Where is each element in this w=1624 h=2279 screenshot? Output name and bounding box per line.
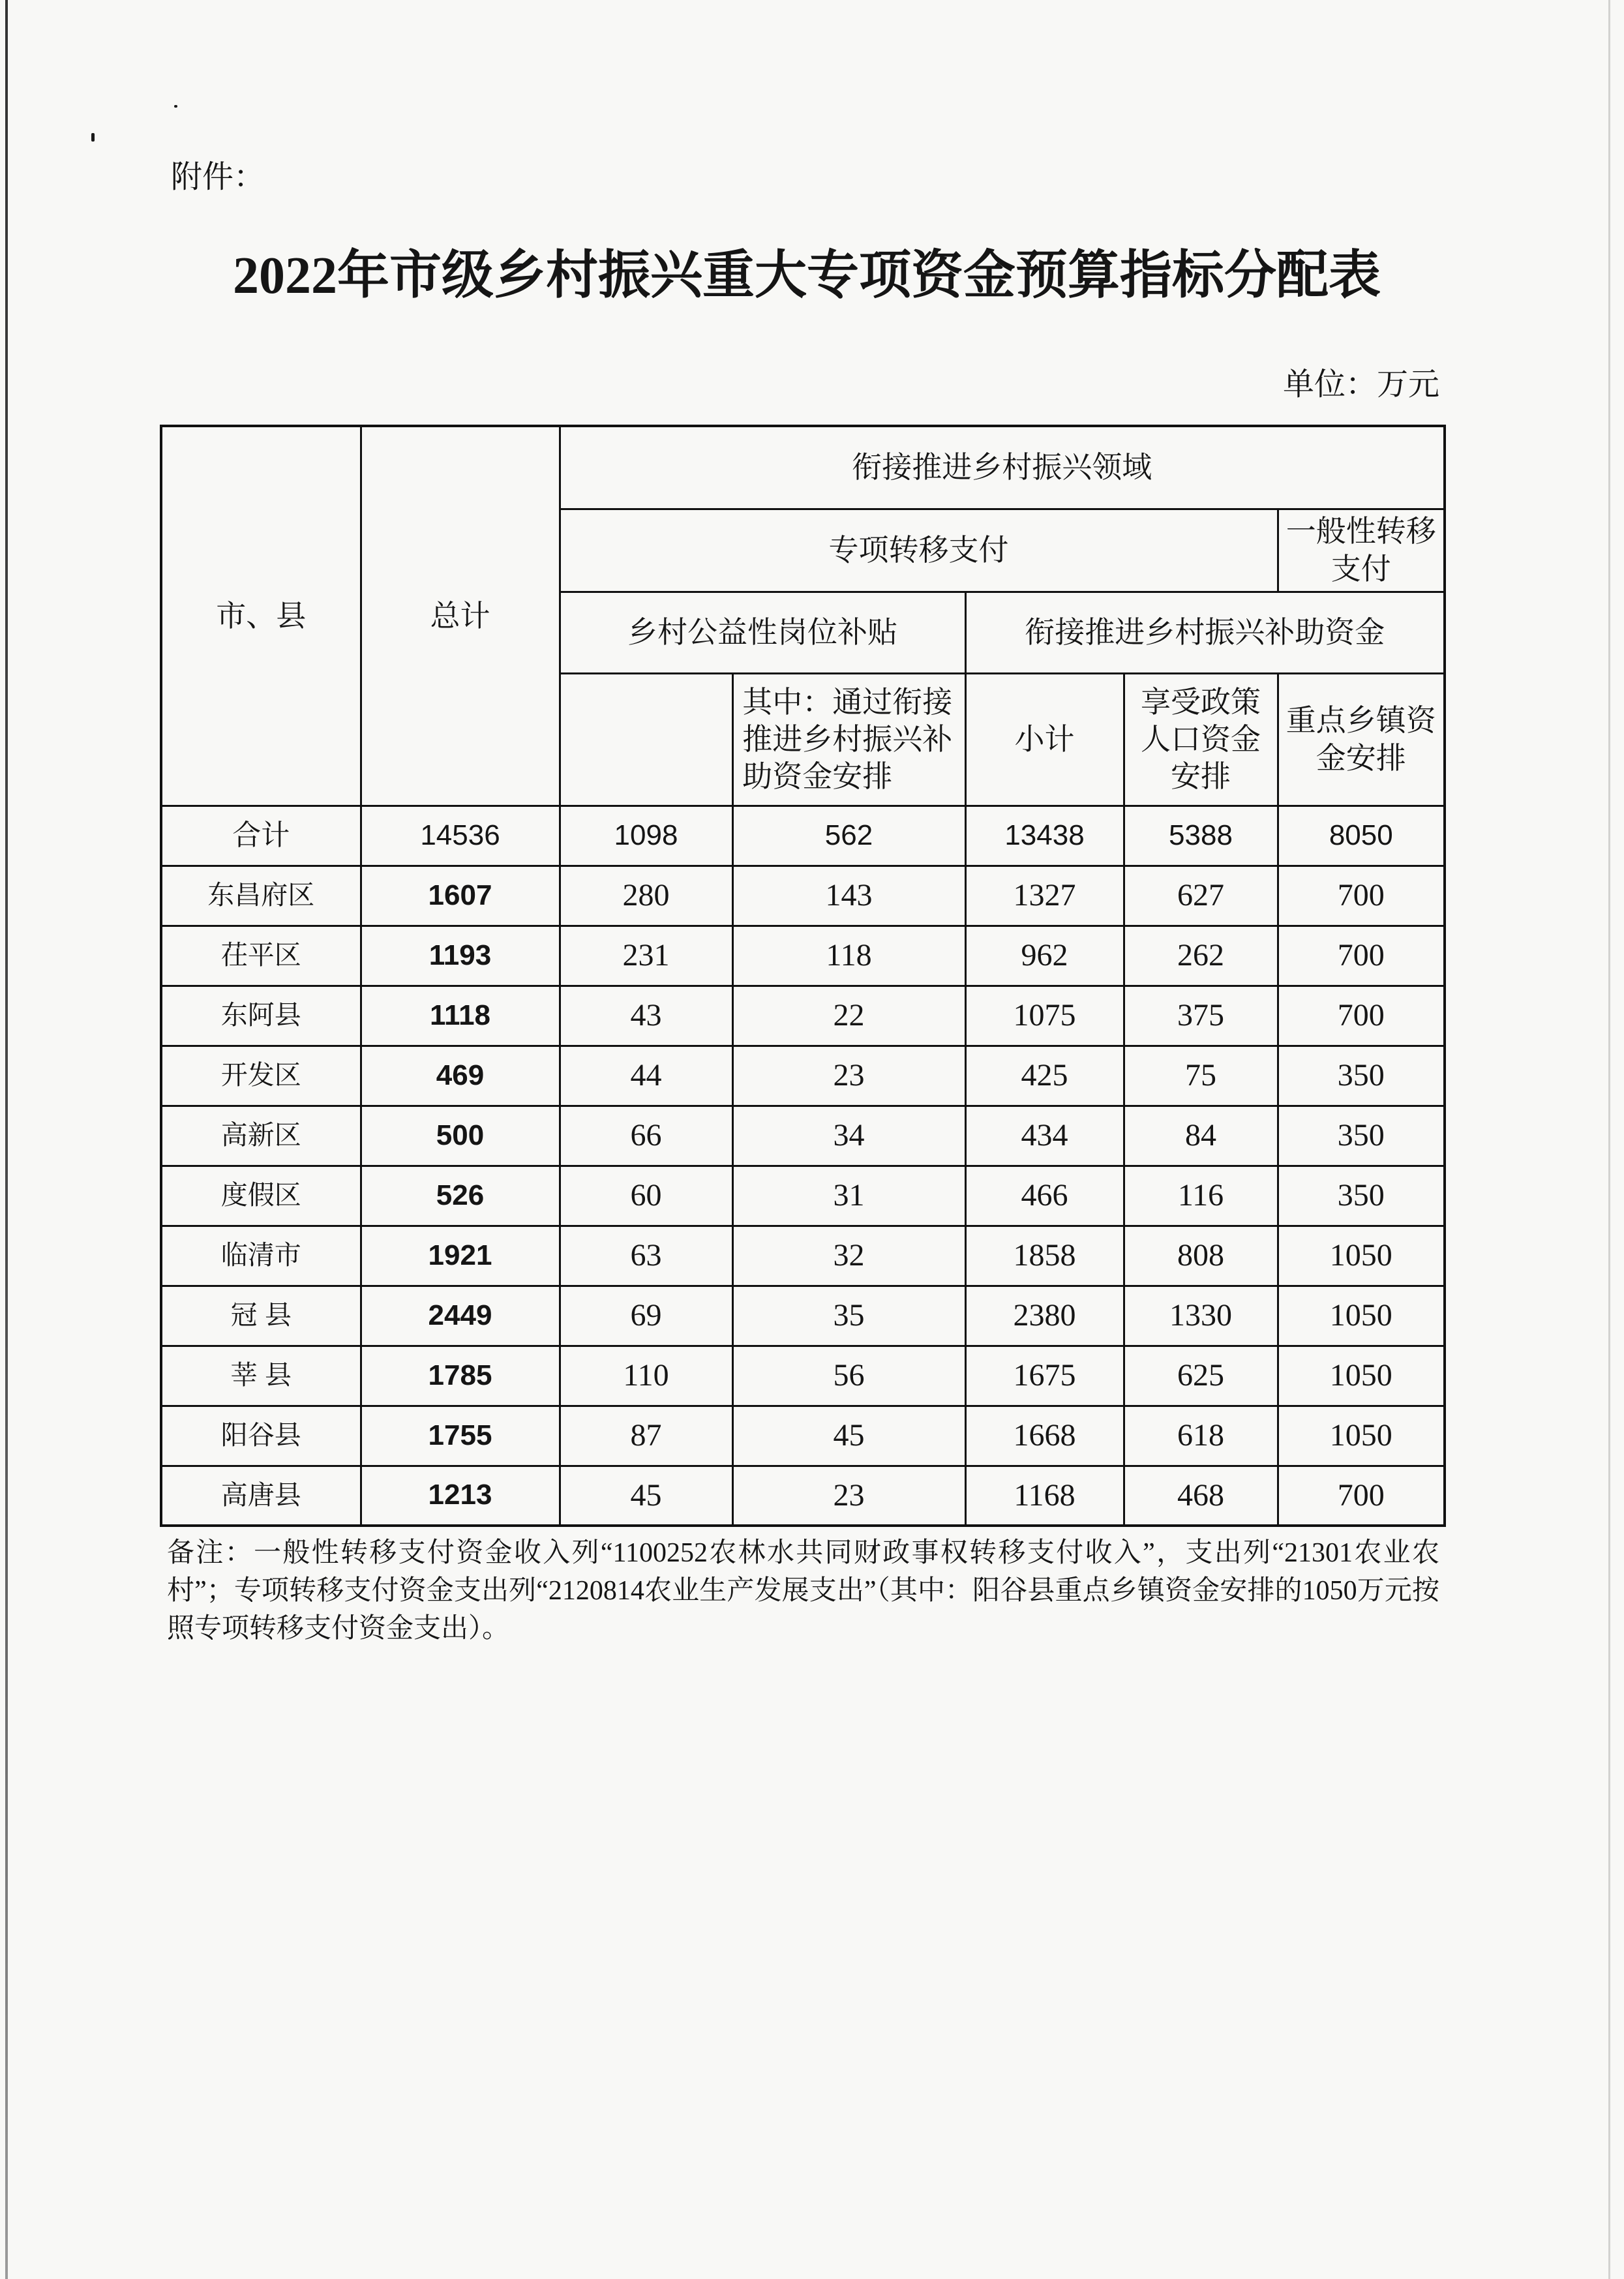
cell-key-towns-fund: 350 xyxy=(1278,1166,1445,1226)
table-row xyxy=(161,1166,1445,1226)
cell-total: 526 xyxy=(361,1166,560,1226)
header-via-revitalization-fund xyxy=(732,673,965,806)
cell-subtotal: 434 xyxy=(965,1106,1124,1166)
cell-public-welfare-subsidy: 231 xyxy=(560,926,732,986)
cell-policy-population-fund: 468 xyxy=(1124,1466,1278,1526)
cell-key-towns-fund: 700 xyxy=(1278,1466,1445,1526)
cell-via-revitalization-fund: 34 xyxy=(732,1106,965,1166)
cell-key-towns-fund: 1050 xyxy=(1278,1406,1445,1466)
cell-key-towns-fund: 1050 xyxy=(1278,1346,1445,1406)
header-general-transfer-text: 一般性转移支付 xyxy=(1286,514,1436,586)
cell-via-revitalization-fund: 562 xyxy=(732,806,965,866)
cell-key-towns-fund: 350 xyxy=(1278,1046,1445,1106)
cell-policy-population-fund: 75 xyxy=(1124,1046,1278,1106)
header-key-towns-fund-text: 重点乡镇资金安排 xyxy=(1286,703,1436,775)
cell-public-welfare-subsidy: 63 xyxy=(560,1226,732,1286)
cell-subtotal: 1168 xyxy=(965,1466,1124,1526)
cell-via-revitalization-fund: 23 xyxy=(732,1046,965,1106)
cell-public-welfare-subsidy: 44 xyxy=(560,1046,732,1106)
cell-key-towns-fund: 8050 xyxy=(1278,806,1445,866)
table-row xyxy=(161,1406,1445,1466)
header-special-transfer: 专项转移支付 xyxy=(560,509,1278,592)
cell-key-towns-fund: 700 xyxy=(1278,986,1445,1046)
header-revitalization-fund: 衔接推进乡村振兴补助资金 xyxy=(965,592,1445,673)
cell-region: 临清市 xyxy=(161,1226,361,1286)
cell-public-welfare-subsidy: 1098 xyxy=(560,806,732,866)
cell-total: 1213 xyxy=(361,1466,560,1526)
cell-region: 高新区 xyxy=(161,1106,361,1166)
table-row xyxy=(161,1226,1445,1286)
header-key-towns-fund xyxy=(1278,673,1445,806)
attachment-label: 附件： xyxy=(171,160,265,194)
cell-policy-population-fund: 1330 xyxy=(1124,1286,1278,1346)
header-via-revitalization-fund-text: 其中：通过衔接推进乡村振兴补助资金安排 xyxy=(742,684,953,794)
cell-via-revitalization-fund: 143 xyxy=(732,866,965,926)
cell-via-revitalization-fund: 118 xyxy=(732,926,965,986)
table-row xyxy=(161,1046,1445,1106)
cell-public-welfare-subsidy: 280 xyxy=(560,866,732,926)
scan-edge-left xyxy=(5,0,8,2279)
cell-policy-population-fund: 627 xyxy=(1124,866,1278,926)
cell-public-welfare-subsidy: 66 xyxy=(560,1106,732,1166)
cell-policy-population-fund: 262 xyxy=(1124,926,1278,986)
cell-region: 阳谷县 xyxy=(161,1406,361,1466)
cell-via-revitalization-fund: 31 xyxy=(732,1166,965,1226)
cell-policy-population-fund: 625 xyxy=(1124,1346,1278,1406)
cell-via-revitalization-fund: 32 xyxy=(732,1226,965,1286)
scan-speck xyxy=(91,133,95,142)
unit-label: 单位：万元 xyxy=(1282,367,1439,402)
table-row xyxy=(161,1106,1445,1166)
cell-subtotal: 1858 xyxy=(965,1226,1124,1286)
table-total-row xyxy=(161,806,1445,866)
cell-total: 1193 xyxy=(361,926,560,986)
table-row xyxy=(161,1286,1445,1346)
table-row xyxy=(161,1346,1445,1406)
cell-key-towns-fund: 700 xyxy=(1278,926,1445,986)
cell-subtotal: 1327 xyxy=(965,866,1124,926)
cell-region: 莘 县 xyxy=(161,1346,361,1406)
cell-key-towns-fund: 1050 xyxy=(1278,1226,1445,1286)
header-domain: 衔接推进乡村振兴领域 xyxy=(560,426,1445,509)
header-general-transfer xyxy=(1278,509,1445,592)
table-row xyxy=(161,1466,1445,1526)
cell-policy-population-fund: 5388 xyxy=(1124,806,1278,866)
cell-policy-population-fund: 618 xyxy=(1124,1406,1278,1466)
cell-region: 合计 xyxy=(161,806,361,866)
cell-key-towns-fund: 1050 xyxy=(1278,1286,1445,1346)
document-title: 2022年市级乡村振兴重大专项资金预算指标分配表 xyxy=(233,247,1381,305)
cell-policy-population-fund: 116 xyxy=(1124,1166,1278,1226)
header-policy-population-fund-text: 享受政策人口资金安排 xyxy=(1141,684,1261,794)
cell-via-revitalization-fund: 23 xyxy=(732,1466,965,1526)
footnote: 备注：一般性转移支付资金收入列“1100252农林水共同财政事权转移支付收入”，支出列“21301农业农村”；专项转移支付资金支出列“2120814农业生产发展支出”（其中：阳谷县重点乡镇资金安排的1050万元按照专项转移支付资金支出）。 xyxy=(167,1538,1439,1644)
cell-total: 500 xyxy=(361,1106,560,1166)
cell-public-welfare-subsidy: 69 xyxy=(560,1286,732,1346)
cell-subtotal: 962 xyxy=(965,926,1124,986)
cell-region: 茌平区 xyxy=(161,926,361,986)
cell-total: 1785 xyxy=(361,1346,560,1406)
cell-region: 东昌府区 xyxy=(161,866,361,926)
cell-public-welfare-subsidy: 87 xyxy=(560,1406,732,1466)
cell-subtotal: 425 xyxy=(965,1046,1124,1106)
cell-public-welfare-subsidy: 45 xyxy=(560,1466,732,1526)
table-row xyxy=(161,866,1445,926)
cell-policy-population-fund: 84 xyxy=(1124,1106,1278,1166)
cell-total: 14536 xyxy=(361,806,560,866)
cell-region: 开发区 xyxy=(161,1046,361,1106)
cell-region: 高唐县 xyxy=(161,1466,361,1526)
cell-region: 度假区 xyxy=(161,1166,361,1226)
cell-public-welfare-subsidy: 43 xyxy=(560,986,732,1046)
cell-total: 469 xyxy=(361,1046,560,1106)
cell-region: 冠 县 xyxy=(161,1286,361,1346)
header-region: 市、县 xyxy=(161,426,361,806)
table-row xyxy=(161,986,1445,1046)
cell-subtotal: 1668 xyxy=(965,1406,1124,1466)
header-total: 总计 xyxy=(361,426,560,806)
table-header xyxy=(161,426,1445,806)
cell-total: 1921 xyxy=(361,1226,560,1286)
cell-subtotal: 2380 xyxy=(965,1286,1124,1346)
cell-total: 1755 xyxy=(361,1406,560,1466)
cell-region: 东阿县 xyxy=(161,986,361,1046)
cell-total: 1118 xyxy=(361,986,560,1046)
header-blank-cell xyxy=(560,673,732,806)
scan-edge-right xyxy=(1608,0,1610,2279)
cell-via-revitalization-fund: 56 xyxy=(732,1346,965,1406)
cell-public-welfare-subsidy: 110 xyxy=(560,1346,732,1406)
cell-policy-population-fund: 808 xyxy=(1124,1226,1278,1286)
cell-via-revitalization-fund: 35 xyxy=(732,1286,965,1346)
allocation-table xyxy=(160,425,1446,1527)
cell-subtotal: 1675 xyxy=(965,1346,1124,1406)
header-public-welfare-subsidy: 乡村公益性岗位补贴 xyxy=(560,592,965,673)
header-row xyxy=(161,426,1445,509)
table-row xyxy=(161,926,1445,986)
header-policy-population-fund xyxy=(1124,673,1278,806)
header-subtotal: 小计 xyxy=(965,673,1124,806)
cell-via-revitalization-fund: 22 xyxy=(732,986,965,1046)
cell-key-towns-fund: 700 xyxy=(1278,866,1445,926)
cell-subtotal: 466 xyxy=(965,1166,1124,1226)
table-body xyxy=(161,806,1445,1526)
cell-public-welfare-subsidy: 60 xyxy=(560,1166,732,1226)
cell-total: 1607 xyxy=(361,866,560,926)
scan-speck xyxy=(174,105,177,108)
cell-subtotal: 13438 xyxy=(965,806,1124,866)
cell-key-towns-fund: 350 xyxy=(1278,1106,1445,1166)
cell-total: 2449 xyxy=(361,1286,560,1346)
cell-via-revitalization-fund: 45 xyxy=(732,1406,965,1466)
cell-subtotal: 1075 xyxy=(965,986,1124,1046)
cell-policy-population-fund: 375 xyxy=(1124,986,1278,1046)
